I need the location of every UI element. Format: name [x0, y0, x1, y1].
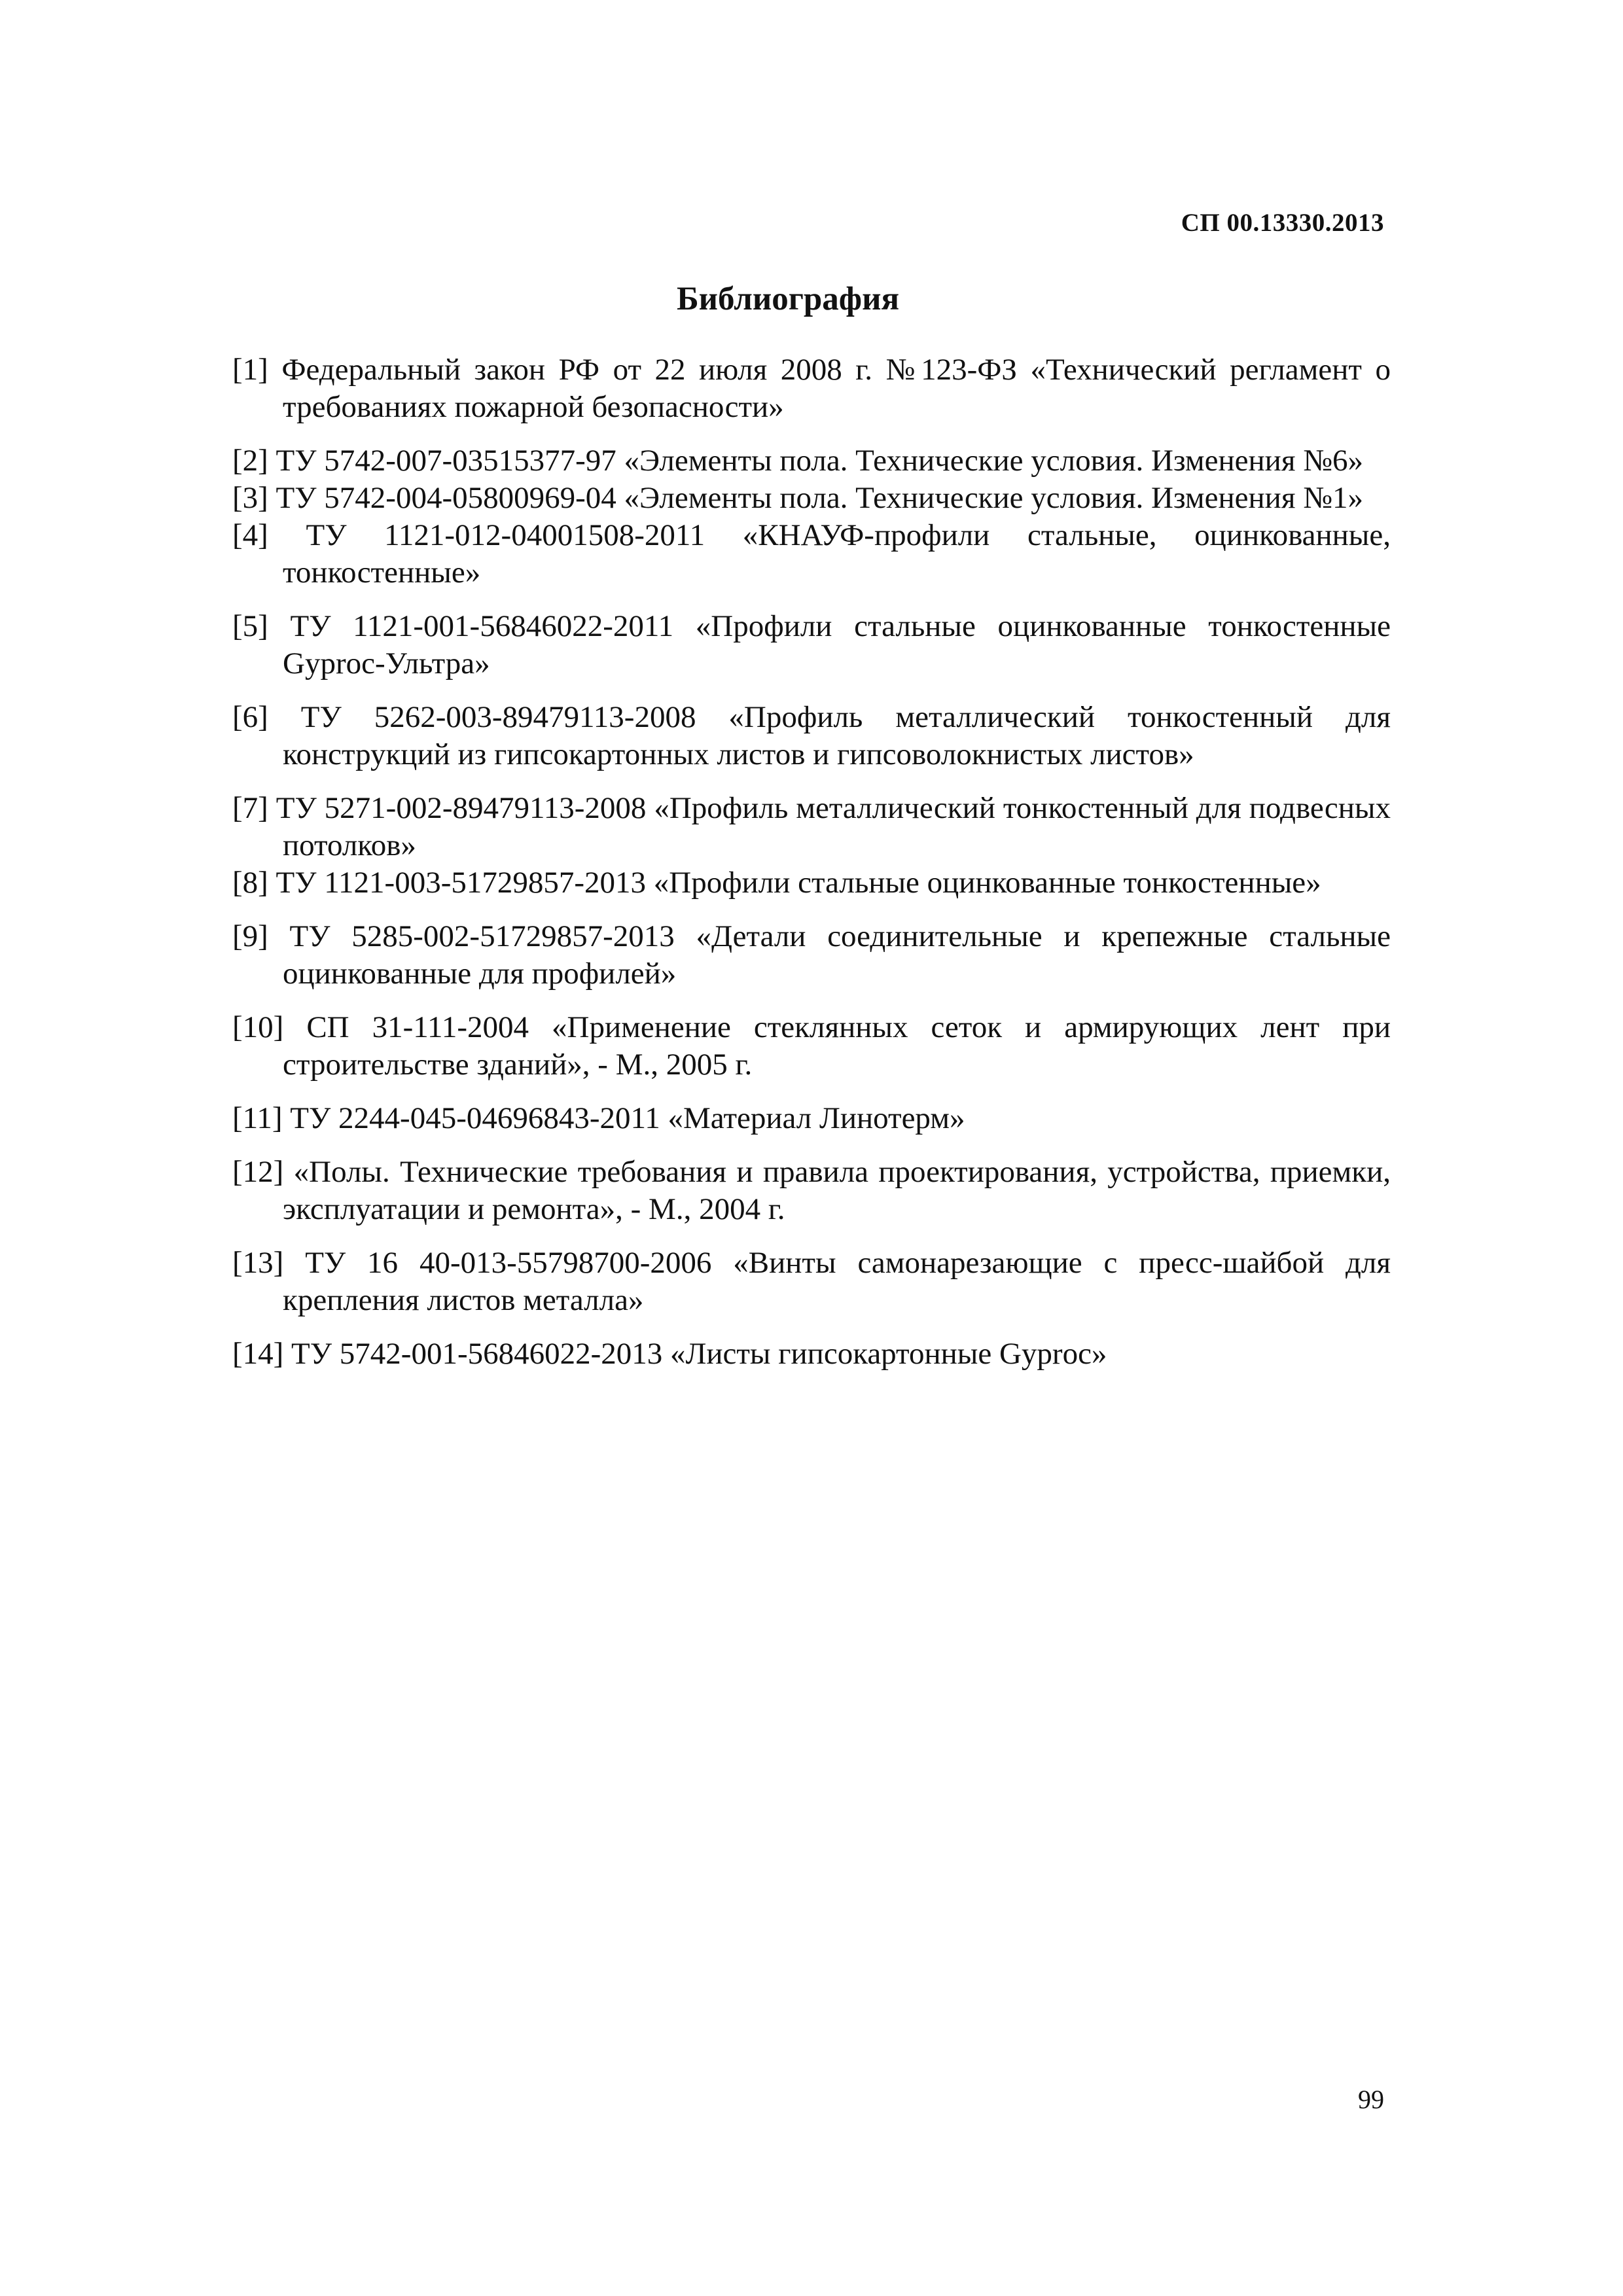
- page-number: 99: [1358, 2085, 1384, 2114]
- bibliography-item: [5] ТУ 1121-001-56846022-2011 «Профили стальные оцинкованные тонкостенные Gyproc-Ультра»: [232, 609, 1391, 680]
- bibliography-item: [1] Федеральный закон РФ от 22 июля 2008 г. №123-ФЗ «Технический регламент о требованиях пожарной безопасности»: [232, 353, 1391, 424]
- bibliography-item: [14] ТУ 5742-001-56846022-2013 «Листы гипсокартонные Gyproc»: [232, 1337, 1107, 1371]
- bibliography-item: [8] ТУ 1121-003-51729857-2013 «Профили стальные оцинкованные тонкостенные»: [232, 866, 1321, 900]
- bibliography-item: [12] «Полы. Технические требования и правила проектирования, устройства, приемки, эксплуатации и ремонта», - М., 2004 г.: [232, 1155, 1391, 1226]
- bibliography-item: [3] ТУ 5742-004-05800969-04 «Элементы пола. Технические условия. Изменения №1»: [232, 481, 1364, 515]
- bibliography-item: [11] ТУ 2244-045-04696843-2011 «Материал Линотерм»: [232, 1101, 965, 1135]
- bibliography-item: [10] СП 31-111-2004 «Применение стеклянных сеток и армирующих лент при строительстве зданий», - М., 2005 г.: [232, 1010, 1391, 1082]
- bibliography-item: [6] ТУ 5262-003-89479113-2008 «Профиль металлический тонкостенный для конструкций из гипсокартонных листов и гипсоволокнистых листов»: [232, 700, 1391, 771]
- document-code: СП 00.13330.2013: [1181, 209, 1384, 237]
- page-title: Библиография: [676, 281, 900, 317]
- bibliography-item: [13] ТУ 16 40-013-55798700-2006 «Винты самонарезающие с пресс-шайбой для крепления листов металла»: [232, 1246, 1391, 1317]
- bibliography-item: [9] ТУ 5285-002-51729857-2013 «Детали соединительные и крепежные стальные оцинкованные для профилей»: [232, 919, 1391, 991]
- bibliography-item: [2] ТУ 5742-007-03515377-97 «Элементы пола. Технические условия. Изменения №6»: [232, 444, 1364, 478]
- bibliography-item: [7] ТУ 5271-002-89479113-2008 «Профиль металлический тонкостенный для подвесных потолков»: [232, 791, 1391, 862]
- bibliography-list: [232, 351, 1391, 1389]
- bibliography-item: [4] ТУ 1121-012-04001508-2011 «КНАУФ-профили стальные, оцинкованные, тонкостенные»: [232, 518, 1391, 590]
